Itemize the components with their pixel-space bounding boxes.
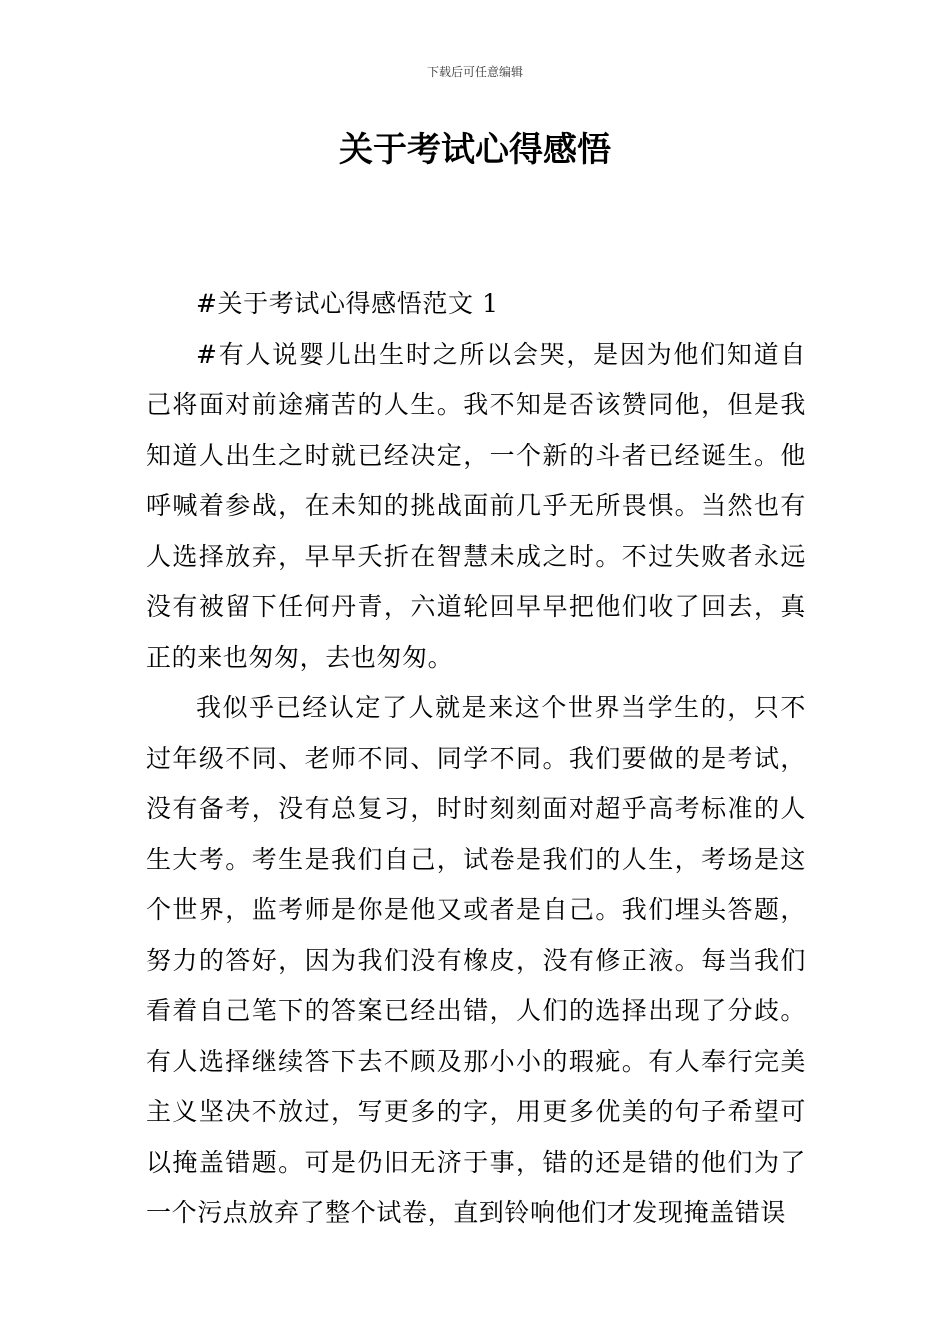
header-note: 下载后可任意编辑 (426, 65, 523, 79)
paragraph-1: #有人说婴儿出生时之所以会哭，是因为他们知道自己将面对前途痛苦的人生。我不知是否该赞同他，但是我知道人出生之时就已经决定，一个新的斗者已经诞生。他呼喊着参战，在未知的挑战面前几乎无所畏惧。当然也有人选择放弃，早早夭折在智慧未成之时。不过失败者永远没有被留下任何丹青，六道轮回早早把他们收了回去，真正的来也匆匆，去也匆匆。 (146, 339, 806, 672)
document-title: 关于考试心得感悟 (339, 130, 611, 170)
paragraph-2: 我似乎已经认定了人就是来这个世界当学生的，只不过年级不同、老师不同、同学不同。我们要做的是考试，没有备考，没有总复习，时时刻刻面对超乎高考标准的人生大考。考生是我们自己，试卷是我们的人生，考场是这个世界，监考师是你是他又或者是自己。我们埋头答题，努力的答好，因为我们没有橡皮，没有修正液。每当我们看着自己笔下的答案已经出错，人们的选择出现了分歧。有人选择继续答下去不顾及那小小的瑕疵。有人奉行完美主义坚决不放过，写更多的字，用更多优美的句子希望可以掩盖错题。可是仍旧无济于事，错的还是错的他们为了一个污点放弃了整个试卷，直到铃响他们才发现掩盖错误 (146, 693, 806, 1227)
document-body (146, 279, 806, 1239)
section-heading: #关于考试心得感悟范文 1 (196, 289, 499, 318)
